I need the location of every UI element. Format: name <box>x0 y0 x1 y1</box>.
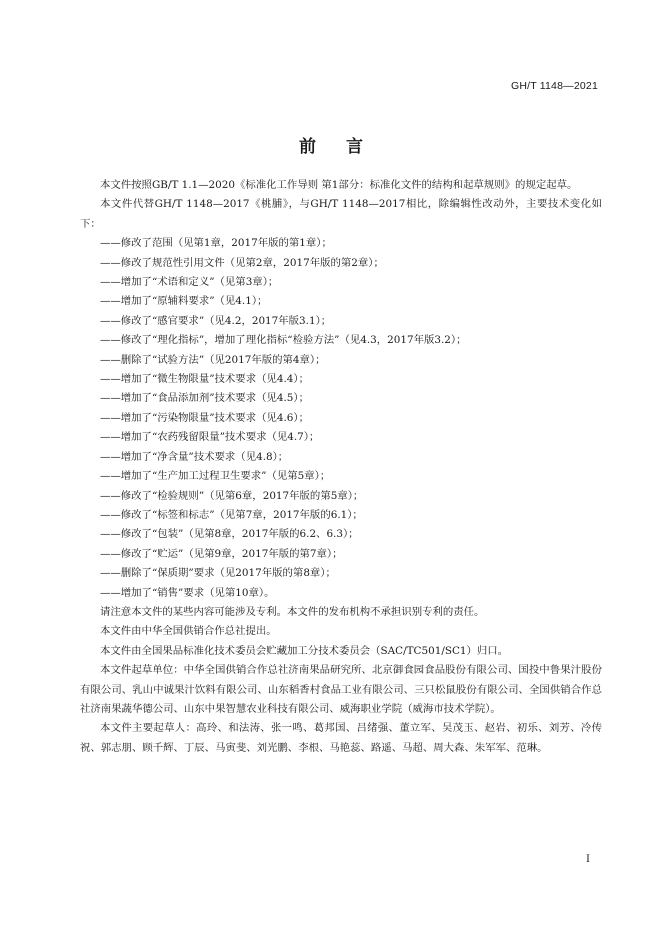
list-item: ——增加了“原辅料要求”（见4.1）； <box>100 295 268 308</box>
paragraph-patent-notice: 请注意本文件的某些内容可能涉及专利。本文件的发布机构不承担识别专利的责任。 <box>100 605 485 618</box>
document-code: GH/T 1148—2021 <box>510 80 598 92</box>
paragraph-proposed-by: 本文件由中华全国供销合作总社提出。 <box>100 625 277 638</box>
list-item: ——修改了“理化指标”，增加了理化指标“检验方法”（见4.3，2017年版3.2）； <box>100 334 467 347</box>
list-item: ——修改了“标签和标志”（见第7章，2017年版的6.1）； <box>100 508 363 521</box>
list-item: ——修改了“感官要求”（见4.2，2017年版3.1）； <box>100 314 332 327</box>
list-item: ——增加了“术语和定义”（见第3章）； <box>100 276 279 289</box>
list-item: ——增加了“食品添加剂”技术要求（见4.5）； <box>100 392 309 405</box>
changes-list <box>80 234 602 603</box>
foreword-body <box>80 176 602 758</box>
paragraph-under-jurisdiction: 本文件由全国果品标准化技术委员会贮藏加工分技术委员会（SAC/TC501/SC1）归口。 <box>100 644 509 657</box>
list-item: ——增加了“污染物限量”技术要求（见4.6）； <box>100 411 309 424</box>
list-item: ——删除了“试验方法”（见2017年版的第4章）； <box>100 353 326 366</box>
page-title: 前言 <box>299 137 393 157</box>
list-item: ——增加了“农药残留限量”技术要求（见4.7）； <box>100 431 320 444</box>
list-item: ——修改了“贮运”（见第9章，2017年版的第7章）； <box>100 547 343 560</box>
paragraph-main-drafters: 本文件主要起草人：高玲、和法涛、张一鸣、葛邦国、吕绪强、董立军、吴茂玉、赵岩、初乐、刘芳、冷传祝、郭志朋、顾千辉、丁辰、马寅斐、刘光鹏、李根、马艳蕊、路遥、马超、周大森、朱军军、范琳。 <box>80 722 602 754</box>
list-item: ——修改了“检验规则”（见第6章，2017年版的第5章）； <box>100 489 364 502</box>
list-item: ——增加了“净含量”技术要求（见4.8）； <box>100 450 289 463</box>
list-item: ——修改了规范性引用文件（见第2章，2017年版的第2章）； <box>100 256 384 269</box>
list-item: ——增加了“生产加工过程卫生要求”（见第5章）； <box>100 470 331 483</box>
page-number: I <box>586 854 590 865</box>
paragraph-drafting-organizations: 本文件起草单位：中华全国供销合作总社济南果品研究所、北京御食园食品股份有限公司、国投中鲁果汁股份有限公司、乳山中诚果汁饮料有限公司、山东稻香村食品工业有限公司、三只松鼠股份有限公司、全国供销合作总社济南果蔬华德公司、山东中果智慧农业科技有限公司、威海职业学院（威海市技术学院）。 <box>80 664 602 715</box>
paragraph-drafting-rules: 本文件按照GB/T 1.1—2020《标准化工作导则 第1部分：标准化文件的结构和起草规则》的规定起草。 <box>100 179 578 191</box>
list-item: ——增加了“销售”要求（见第10章）。 <box>100 586 275 599</box>
paragraph-replaces: 本文件代替GH/T 1148—2017《桃脯》，与GH/T 1148—2017相比，除编辑性改动外，主要技术变化如下： <box>80 198 602 230</box>
list-item: ——修改了“包装”（见第8章，2017年版的6.2、6.3）； <box>100 528 359 541</box>
list-item: ——删除了“保质期”要求（见2017年版的第8章）； <box>100 567 336 580</box>
list-item: ——增加了“微生物限量”技术要求（见4.4）； <box>100 373 309 386</box>
list-item: ——修改了范围（见第1章，2017年版的第1章）； <box>100 237 332 250</box>
